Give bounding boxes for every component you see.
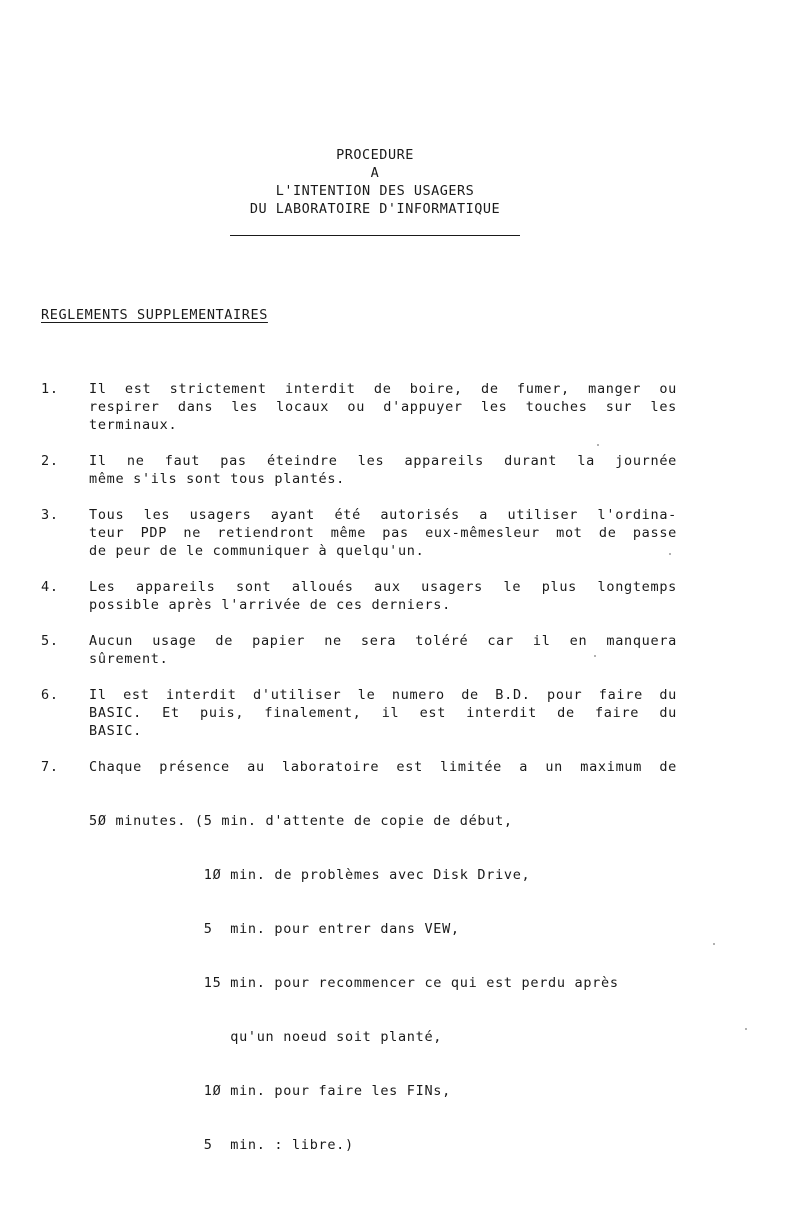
rules-list — [41, 380, 681, 1208]
rule-text — [89, 452, 677, 488]
scan-speck — [745, 1028, 747, 1030]
rule-item-5 — [41, 632, 681, 668]
rule-line: teur PDP ne retiendront même pas eux-mêmesleur mot de passe — [89, 525, 677, 541]
rule-line: 5 min. : libre.) — [89, 1137, 354, 1153]
rule-line: 1Ø min. pour faire les FINs, — [89, 1083, 451, 1099]
rule-line: 15 min. pour recommencer ce qui est perdu après — [89, 975, 619, 991]
scan-speck — [594, 655, 596, 657]
rule-item-2 — [41, 452, 681, 488]
rule-item-1 — [41, 380, 681, 434]
time-breakdown — [89, 776, 677, 1190]
title-underline — [230, 235, 520, 236]
rule-line: qu'un noeud soit planté, — [89, 1029, 443, 1045]
rule-number: 3. — [41, 507, 59, 523]
rule-number: 7. — [41, 759, 59, 775]
rule-line: 1Ø min. de problèmes avec Disk Drive, — [89, 867, 531, 883]
rule-line: sûrement. — [89, 651, 169, 667]
rule-number: 4. — [41, 579, 59, 595]
rule-item-4 — [41, 578, 681, 614]
rule-text — [89, 632, 677, 668]
rule-item-3 — [41, 506, 681, 560]
rule-line: Tous les usagers ayant été autorisés a utiliser l'ordina- — [89, 507, 677, 523]
title-line-1: PROCEDURE — [336, 147, 414, 163]
scan-speck — [713, 943, 715, 945]
rule-line: Il est interdit d'utiliser le numero de B.D. pour faire du — [89, 687, 677, 703]
rule-number: 6. — [41, 687, 59, 703]
title-line-3: L'INTENTION DES USAGERS — [275, 183, 475, 199]
rule-item-7 — [41, 758, 681, 1190]
rule-item-6 — [41, 686, 681, 740]
rule-line: Il est strictement interdit de boire, de fumer, manger ou — [89, 381, 677, 397]
scan-speck — [597, 444, 599, 446]
rule-line: Les appareils sont alloués aux usagers le plus longtemps — [89, 579, 677, 595]
rule-line: de peur de le communiquer à quelqu'un. — [89, 543, 425, 559]
rule-line: même s'ils sont tous plantés. — [89, 471, 346, 487]
rule-text — [89, 506, 677, 560]
rule-line: terminaux. — [89, 417, 178, 433]
section-heading: REGLEMENTS SUPPLEMENTAIRES — [41, 307, 268, 323]
rule-number: 5. — [41, 633, 59, 649]
rule-text — [89, 578, 677, 614]
title-line-4: DU LABORATOIRE D'INFORMATIQUE — [249, 201, 501, 217]
rule-line: 5Ø minutes. (5 min. d'attente de copie de début, — [89, 813, 513, 829]
rule-line: BASIC. — [89, 723, 142, 739]
rule-line: Aucun usage de papier ne sera toléré car il en manquera — [89, 633, 677, 649]
scan-speck — [669, 553, 671, 555]
rule-line: 5 min. pour entrer dans VEW, — [89, 921, 460, 937]
rule-line: respirer dans les locaux ou d'appuyer les touches sur les — [89, 399, 677, 415]
rule-number: 1. — [41, 381, 59, 397]
rule-text — [89, 758, 677, 1190]
rule-line: BASIC. Et puis, finalement, il est interdit de faire du — [89, 705, 677, 721]
rule-number: 2. — [41, 453, 59, 469]
rule-text — [89, 686, 677, 740]
title-line-2: A — [370, 165, 380, 181]
rule-text — [89, 380, 677, 434]
document-title — [175, 146, 575, 218]
rule-line: Chaque présence au laboratoire est limitée a un maximum de — [89, 759, 677, 775]
rule-line: possible après l'arrivée de ces derniers. — [89, 597, 451, 613]
rule-line: Il ne faut pas éteindre les appareils durant la journée — [89, 453, 677, 469]
